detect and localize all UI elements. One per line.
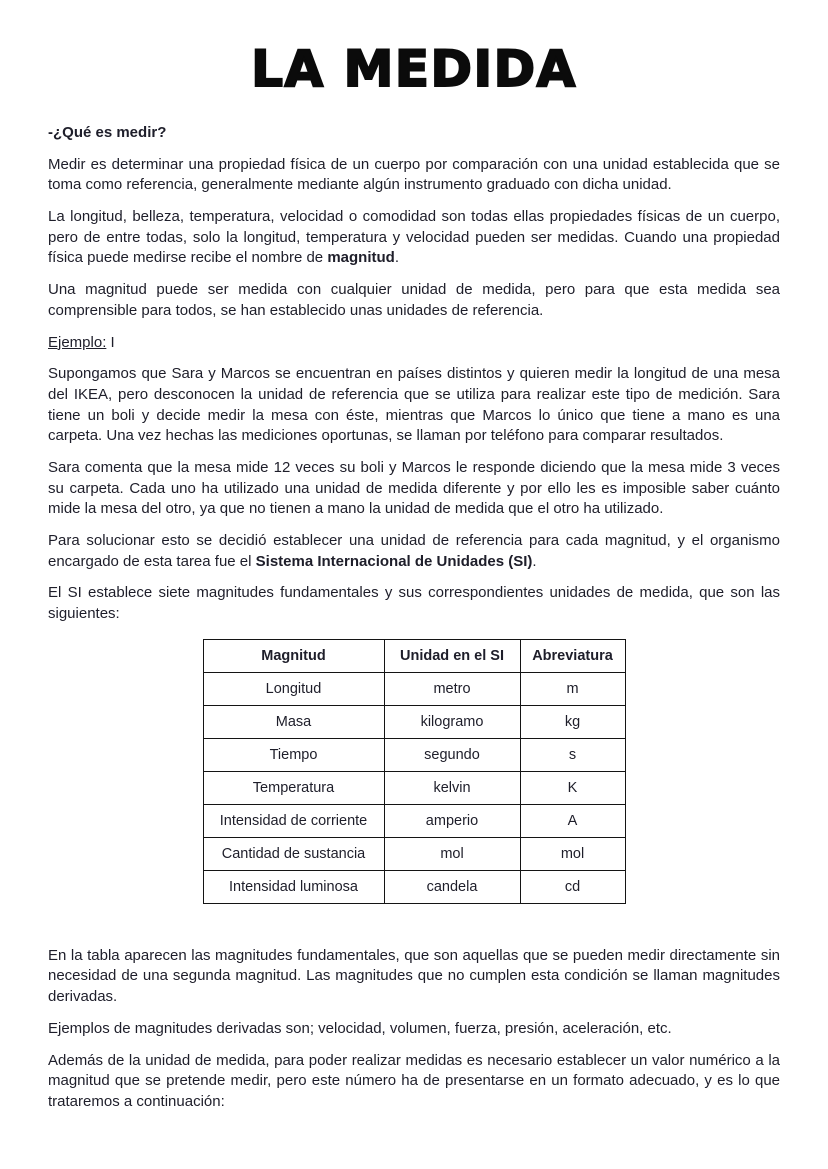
text-segment: Ejemplos de magnitudes derivadas son; velocidad, volumen, fuerza, presión, aceleración, etc. bbox=[48, 1019, 672, 1037]
table-row bbox=[203, 705, 625, 738]
table-cell: mol bbox=[520, 837, 625, 870]
page-title: LA MEDIDA bbox=[251, 40, 577, 98]
table-cell: kg bbox=[520, 705, 625, 738]
table-cell: cd bbox=[520, 870, 625, 903]
paragraph-magnitudes-fundamentales bbox=[48, 946, 780, 1008]
text-segment: El SI establece siete magnitudes fundamentales y sus correspondientes unidades de medida, que son las siguientes: bbox=[48, 584, 780, 623]
content-top bbox=[48, 123, 780, 625]
text-segment: Ejemplo: bbox=[48, 333, 107, 351]
text-segment: Sistema Internacional de Unidades (SI) bbox=[255, 552, 533, 570]
table-header-cell: Unidad en el SI bbox=[384, 639, 520, 672]
section-heading-que-es-medir bbox=[48, 123, 780, 144]
text-segment: Además de la unidad de medida, para poder realizar medidas es necesario establecer un valor numérico a la magnitud que se pretende medir, pero este número ha de presentarse en un formato adecuado, y es lo que trataremos a continuación: bbox=[48, 1051, 780, 1110]
table-row bbox=[203, 870, 625, 903]
table-row bbox=[203, 771, 625, 804]
table-cell: Cantidad de sustancia bbox=[203, 837, 384, 870]
paragraph-unidades-referencia bbox=[48, 280, 780, 321]
table-row bbox=[203, 804, 625, 837]
table-row bbox=[203, 738, 625, 771]
text-segment: magnitud bbox=[327, 249, 395, 267]
table-cell: s bbox=[520, 738, 625, 771]
paragraph-propiedades-magnitud bbox=[48, 207, 780, 269]
text-segment: La longitud, belleza, temperatura, velocidad o comodidad son todas ellas propiedades físicas de un cuerpo, pero de entre todas, solo la longitud, temperatura y velocidad pueden ser medidas. Cuando una propiedad física puede medirse recibe el nombre de bbox=[48, 208, 780, 267]
table-cell: segundo bbox=[384, 738, 520, 771]
table-cell: A bbox=[520, 804, 625, 837]
table-cell: Intensidad luminosa bbox=[203, 870, 384, 903]
text-segment: . bbox=[532, 552, 537, 570]
table-cell: Tiempo bbox=[203, 738, 384, 771]
text-segment: . bbox=[394, 249, 399, 267]
paragraph-si-siete-magnitudes bbox=[48, 583, 780, 624]
table-cell: mol bbox=[384, 837, 520, 870]
content-bottom bbox=[48, 946, 780, 1113]
table-cell: kilogramo bbox=[384, 705, 520, 738]
paragraph-sara-marcos-1 bbox=[48, 364, 780, 447]
text-segment: Sara comenta que la mesa mide 12 veces su boli y Marcos le responde diciendo que la mesa mide 3 veces su carpeta. Cada uno ha utilizado una unidad de medida diferente y por ello les es imposible saber cuánto mide la mesa del otro, ya que no tienen a mano la unidad de medida que el otro ha utilizado. bbox=[48, 458, 780, 518]
table-cell: candela bbox=[384, 870, 520, 903]
text-segment: -¿Qué es medir? bbox=[48, 124, 167, 141]
table-cell: Masa bbox=[203, 705, 384, 738]
paragraph-sara-marcos-2 bbox=[48, 458, 780, 520]
text-segment: En la tabla aparecen las magnitudes fundamentales, que son aquellas que se pueden medir directamente sin necesidad de una segunda magnitud. Las magnitudes que no cumplen esta condición se llaman magnitudes derivadas. bbox=[48, 946, 780, 1006]
paragraph-magnitudes-derivadas bbox=[48, 1019, 780, 1040]
text-segment: Medir es determinar una propiedad física de un cuerpo por comparación con una unidad establecida que se toma como referencia, generalmente mediante algún instrumento graduado con dicha unidad. bbox=[48, 155, 780, 194]
text-segment: I bbox=[106, 333, 115, 351]
table-cell: Temperatura bbox=[203, 771, 384, 804]
table-cell: m bbox=[520, 672, 625, 705]
table-cell: metro bbox=[384, 672, 520, 705]
table-header-cell: Abreviatura bbox=[520, 639, 625, 672]
table-row bbox=[203, 672, 625, 705]
table-header-row bbox=[203, 639, 625, 672]
table-cell: kelvin bbox=[384, 771, 520, 804]
table-body bbox=[203, 672, 625, 903]
paragraph-valor-numerico bbox=[48, 1051, 780, 1113]
table-cell: Intensidad de corriente bbox=[203, 804, 384, 837]
table-cell: Longitud bbox=[203, 672, 384, 705]
example-label bbox=[48, 333, 780, 354]
text-segment: Una magnitud puede ser medida con cualquier unidad de medida, pero para que esta medida sea comprensible para todos, se han establecido unas unidades de referencia. bbox=[48, 281, 780, 319]
table-cell: amperio bbox=[384, 804, 520, 837]
text-segment: Supongamos que Sara y Marcos se encuentran en países distintos y quieren medir la longitud de una mesa del IKEA, pero desconocen la unidad de referencia que se utiliza para realizar este tipo de medición. Sara tiene un boli y decide medir la mesa con éste, mientras que Marcos lo único que tiene a mano es una carpeta. Una vez hechas las mediciones oportunas, se llaman por teléfono para comparar resultados. bbox=[48, 365, 780, 445]
paragraph-definicion-medir bbox=[48, 155, 780, 196]
table-row bbox=[203, 837, 625, 870]
paragraph-sistema-internacional bbox=[48, 531, 780, 572]
table-header-cell: Magnitud bbox=[203, 639, 384, 672]
si-units-table bbox=[203, 639, 626, 904]
table-cell: K bbox=[520, 771, 625, 804]
text-segment: Para solucionar esto se decidió establecer una unidad de referencia para cada magnitud, y el organismo encargado de esta tarea fue el bbox=[48, 532, 780, 570]
